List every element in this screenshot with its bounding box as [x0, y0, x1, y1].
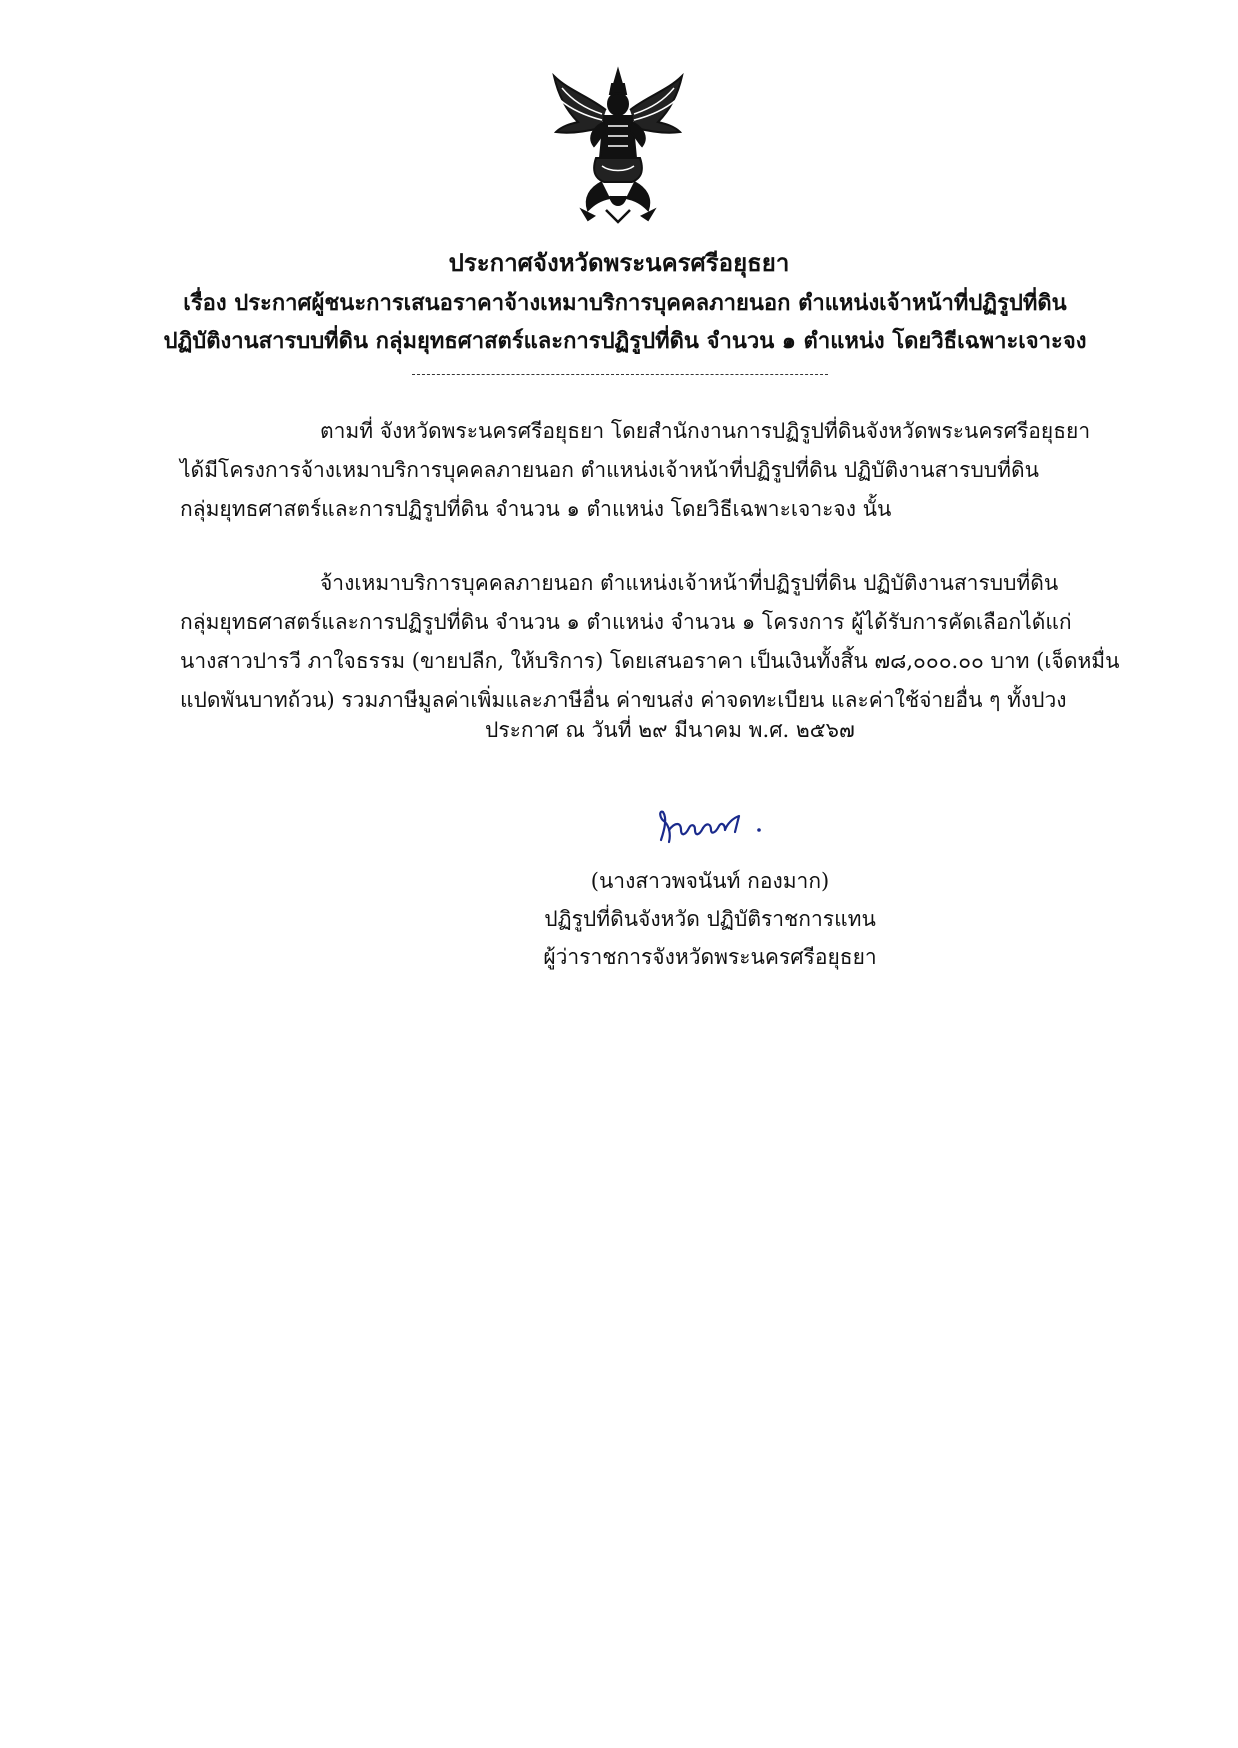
garuda-emblem-icon — [548, 66, 688, 226]
announcement-date: ประกาศ ณ วันที่ ๒๙ มีนาคม พ.ศ. ๒๕๖๗ — [485, 718, 855, 742]
paragraph-2-line-1: จ้างเหมาบริการบุคคลภายนอก ตำแหน่งเจ้าหน้าที่ปฏิรูปที่ดิน ปฏิบัติงานสารบบที่ดิน — [320, 571, 1059, 595]
paragraph-2-line-2: กลุ่มยุทธศาสตร์และการปฏิรูปที่ดิน จำนวน ๑ ตำแหน่ง จำนวน ๑ โครงการ ผู้ได้รับการคัดเลือกได้แก่ — [180, 610, 1072, 634]
body-paragraph-2 — [180, 564, 1128, 720]
document-subject — [150, 284, 1100, 360]
handwritten-signature — [655, 800, 770, 850]
signer-name: (นางสาวพจนันท์ กองมาก) — [590, 869, 830, 893]
subject-line-1: เรื่อง ประกาศผู้ชนะการเสนอราคาจ้างเหมาบริการบุคคลภายนอก ตำแหน่งเจ้าหน้าที่ปฏิรูปที่ดิน — [183, 290, 1067, 316]
paragraph-2-line-3: นางสาวปารวี ภาใจธรรม (ขายปลีก, ให้บริการ) โดยเสนอราคา เป็นเงินทั้งสิ้น ๗๘,๐๐๐.๐๐ บาท (เจ็ดหมื่น — [180, 649, 1120, 673]
signer-position-line-1: ปฏิรูปที่ดินจังหวัด ปฏิบัติราชการแทน — [544, 907, 876, 931]
document-title: ประกาศจังหวัดพระนครศรีอยุธยา — [448, 248, 790, 277]
paragraph-1-line-3: กลุ่มยุทธศาสตร์และการปฏิรูปที่ดิน จำนวน ๑ ตำแหน่ง โดยวิธีเฉพาะเจาะจง นั้น — [180, 497, 892, 521]
paragraph-2-line-4: แปดพันบาทถ้วน) รวมภาษีมูลค่าเพิ่มและภาษีอื่น ค่าขนส่ง ค่าจดทะเบียน และค่าใช้จ่ายอื่น ๆ ทั้งปวง — [180, 688, 1067, 712]
signer-position-line-2: ผู้ว่าราชการจังหวัดพระนครศรีอยุธยา — [543, 945, 877, 969]
paragraph-1-line-1: ตามที่ จังหวัดพระนครศรีอยุธยา โดยสำนักงานการปฏิรูปที่ดินจังหวัดพระนครศรีอยุธยา — [320, 419, 1091, 443]
subject-line-2: ปฏิบัติงานสารบบที่ดิน กลุ่มยุทธศาสตร์และการปฏิรูปที่ดิน จำนวน ๑ ตำแหน่ง โดยวิธีเฉพาะเจาะจง — [163, 328, 1087, 354]
dashed-divider — [412, 374, 828, 375]
body-paragraph-1 — [180, 412, 1128, 529]
paragraph-1-line-2: ได้มีโครงการจ้างเหมาบริการบุคคลภายนอก ตำแหน่งเจ้าหน้าที่ปฏิรูปที่ดิน ปฏิบัติงานสารบบที่ดิน — [180, 458, 1039, 482]
